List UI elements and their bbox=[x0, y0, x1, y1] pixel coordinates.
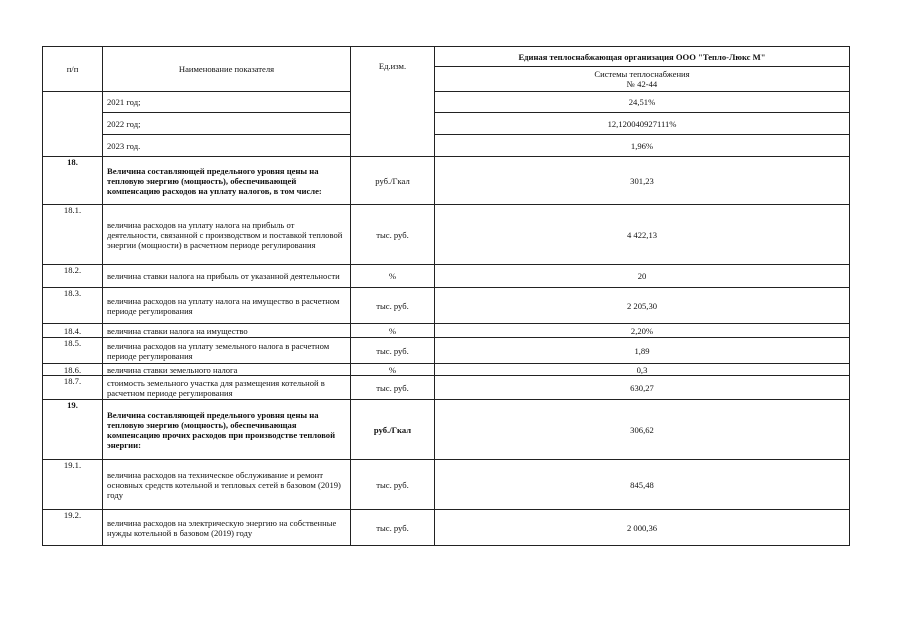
row-num: 18.7. bbox=[43, 376, 103, 400]
row-name: величина расходов на электрическую энергию на собственные нужды котельной в базовом (2019) году bbox=[103, 510, 351, 546]
header-num: п/п bbox=[43, 47, 103, 92]
row-unit: % bbox=[351, 265, 435, 288]
row-name: величина расходов на уплату налога на прибыль от деятельности, связанной с производством и поставкой тепловой энергии (мощности) в расчетном периоде регулирования bbox=[103, 205, 351, 265]
row-num: 18.1. bbox=[43, 205, 103, 265]
row-num bbox=[43, 92, 103, 157]
header-unit: Ед.изм. bbox=[351, 47, 435, 157]
indicators-table bbox=[42, 46, 850, 546]
row-num: 18.6. bbox=[43, 364, 103, 376]
header-system-line2: № 42-44 bbox=[626, 79, 658, 89]
row-name: Величина составляющей предельного уровня цены на тепловую энергию (мощность), обеспечивающей компенсацию расходов на уплату налогов, в том числе: bbox=[103, 157, 351, 205]
row-unit: % bbox=[351, 364, 435, 376]
row-value: 2,20% bbox=[435, 324, 850, 338]
row-num: 18.3. bbox=[43, 288, 103, 324]
row-unit: тыс. руб. bbox=[351, 338, 435, 364]
row-num: 19.2. bbox=[43, 510, 103, 546]
row-name: Величина составляющей предельного уровня цены на тепловую энергию (мощность), обеспечивающая компенсацию прочих расходов при производстве тепловой энергии: bbox=[103, 400, 351, 460]
row-value: 1,96% bbox=[435, 135, 850, 157]
row-unit: тыс. руб. bbox=[351, 460, 435, 510]
row-value: 2 000,36 bbox=[435, 510, 850, 546]
row-unit: руб./Гкал bbox=[351, 400, 435, 460]
row-num: 18.4. bbox=[43, 324, 103, 338]
header-system bbox=[435, 67, 850, 92]
row-num: 18.5. bbox=[43, 338, 103, 364]
row-num: 19.1. bbox=[43, 460, 103, 510]
row-unit: тыс. руб. bbox=[351, 510, 435, 546]
row-value: 20 bbox=[435, 265, 850, 288]
row-unit: % bbox=[351, 324, 435, 338]
row-value: 306,62 bbox=[435, 400, 850, 460]
row-num: 18. bbox=[43, 157, 103, 205]
row-unit: тыс. руб. bbox=[351, 376, 435, 400]
row-value: 12,120040927111% bbox=[435, 113, 850, 135]
row-value: 0,3 bbox=[435, 364, 850, 376]
row-num: 19. bbox=[43, 400, 103, 460]
row-name: величина расходов на уплату налога на имущество в расчетном периоде регулирования bbox=[103, 288, 351, 324]
row-value: 1,89 bbox=[435, 338, 850, 364]
header-name: Наименование показателя bbox=[103, 47, 351, 92]
row-unit: тыс. руб. bbox=[351, 288, 435, 324]
row-unit: руб./Гкал bbox=[351, 157, 435, 205]
row-num: 18.2. bbox=[43, 265, 103, 288]
row-name: величина расходов на техническое обслуживание и ремонт основных средств котельной и тепловых сетей в базовом (2019) году bbox=[103, 460, 351, 510]
row-name: величина расходов на уплату земельного налога в расчетном периоде регулирования bbox=[103, 338, 351, 364]
row-value: 301,23 bbox=[435, 157, 850, 205]
row-name: 2023 год. bbox=[103, 135, 351, 157]
row-name: величина ставки налога на имущество bbox=[103, 324, 351, 338]
row-name: 2021 год; bbox=[103, 92, 351, 113]
row-value: 845,48 bbox=[435, 460, 850, 510]
header-organization: Единая теплоснабжающая организация ООО "Тепло-Люкс М" bbox=[435, 47, 850, 67]
row-unit: тыс. руб. bbox=[351, 205, 435, 265]
row-value: 2 205,30 bbox=[435, 288, 850, 324]
row-name: стоимость земельного участка для размещения котельной в расчетном периоде регулирования bbox=[103, 376, 351, 400]
row-value: 630,27 bbox=[435, 376, 850, 400]
row-name: величина ставки земельного налога bbox=[103, 364, 351, 376]
row-name: 2022 год; bbox=[103, 113, 351, 135]
row-value: 4 422,13 bbox=[435, 205, 850, 265]
header-system-line1: Системы теплоснабжения bbox=[594, 69, 690, 79]
row-name: величина ставки налога на прибыль от указанной деятельности bbox=[103, 265, 351, 288]
row-value: 24,51% bbox=[435, 92, 850, 113]
